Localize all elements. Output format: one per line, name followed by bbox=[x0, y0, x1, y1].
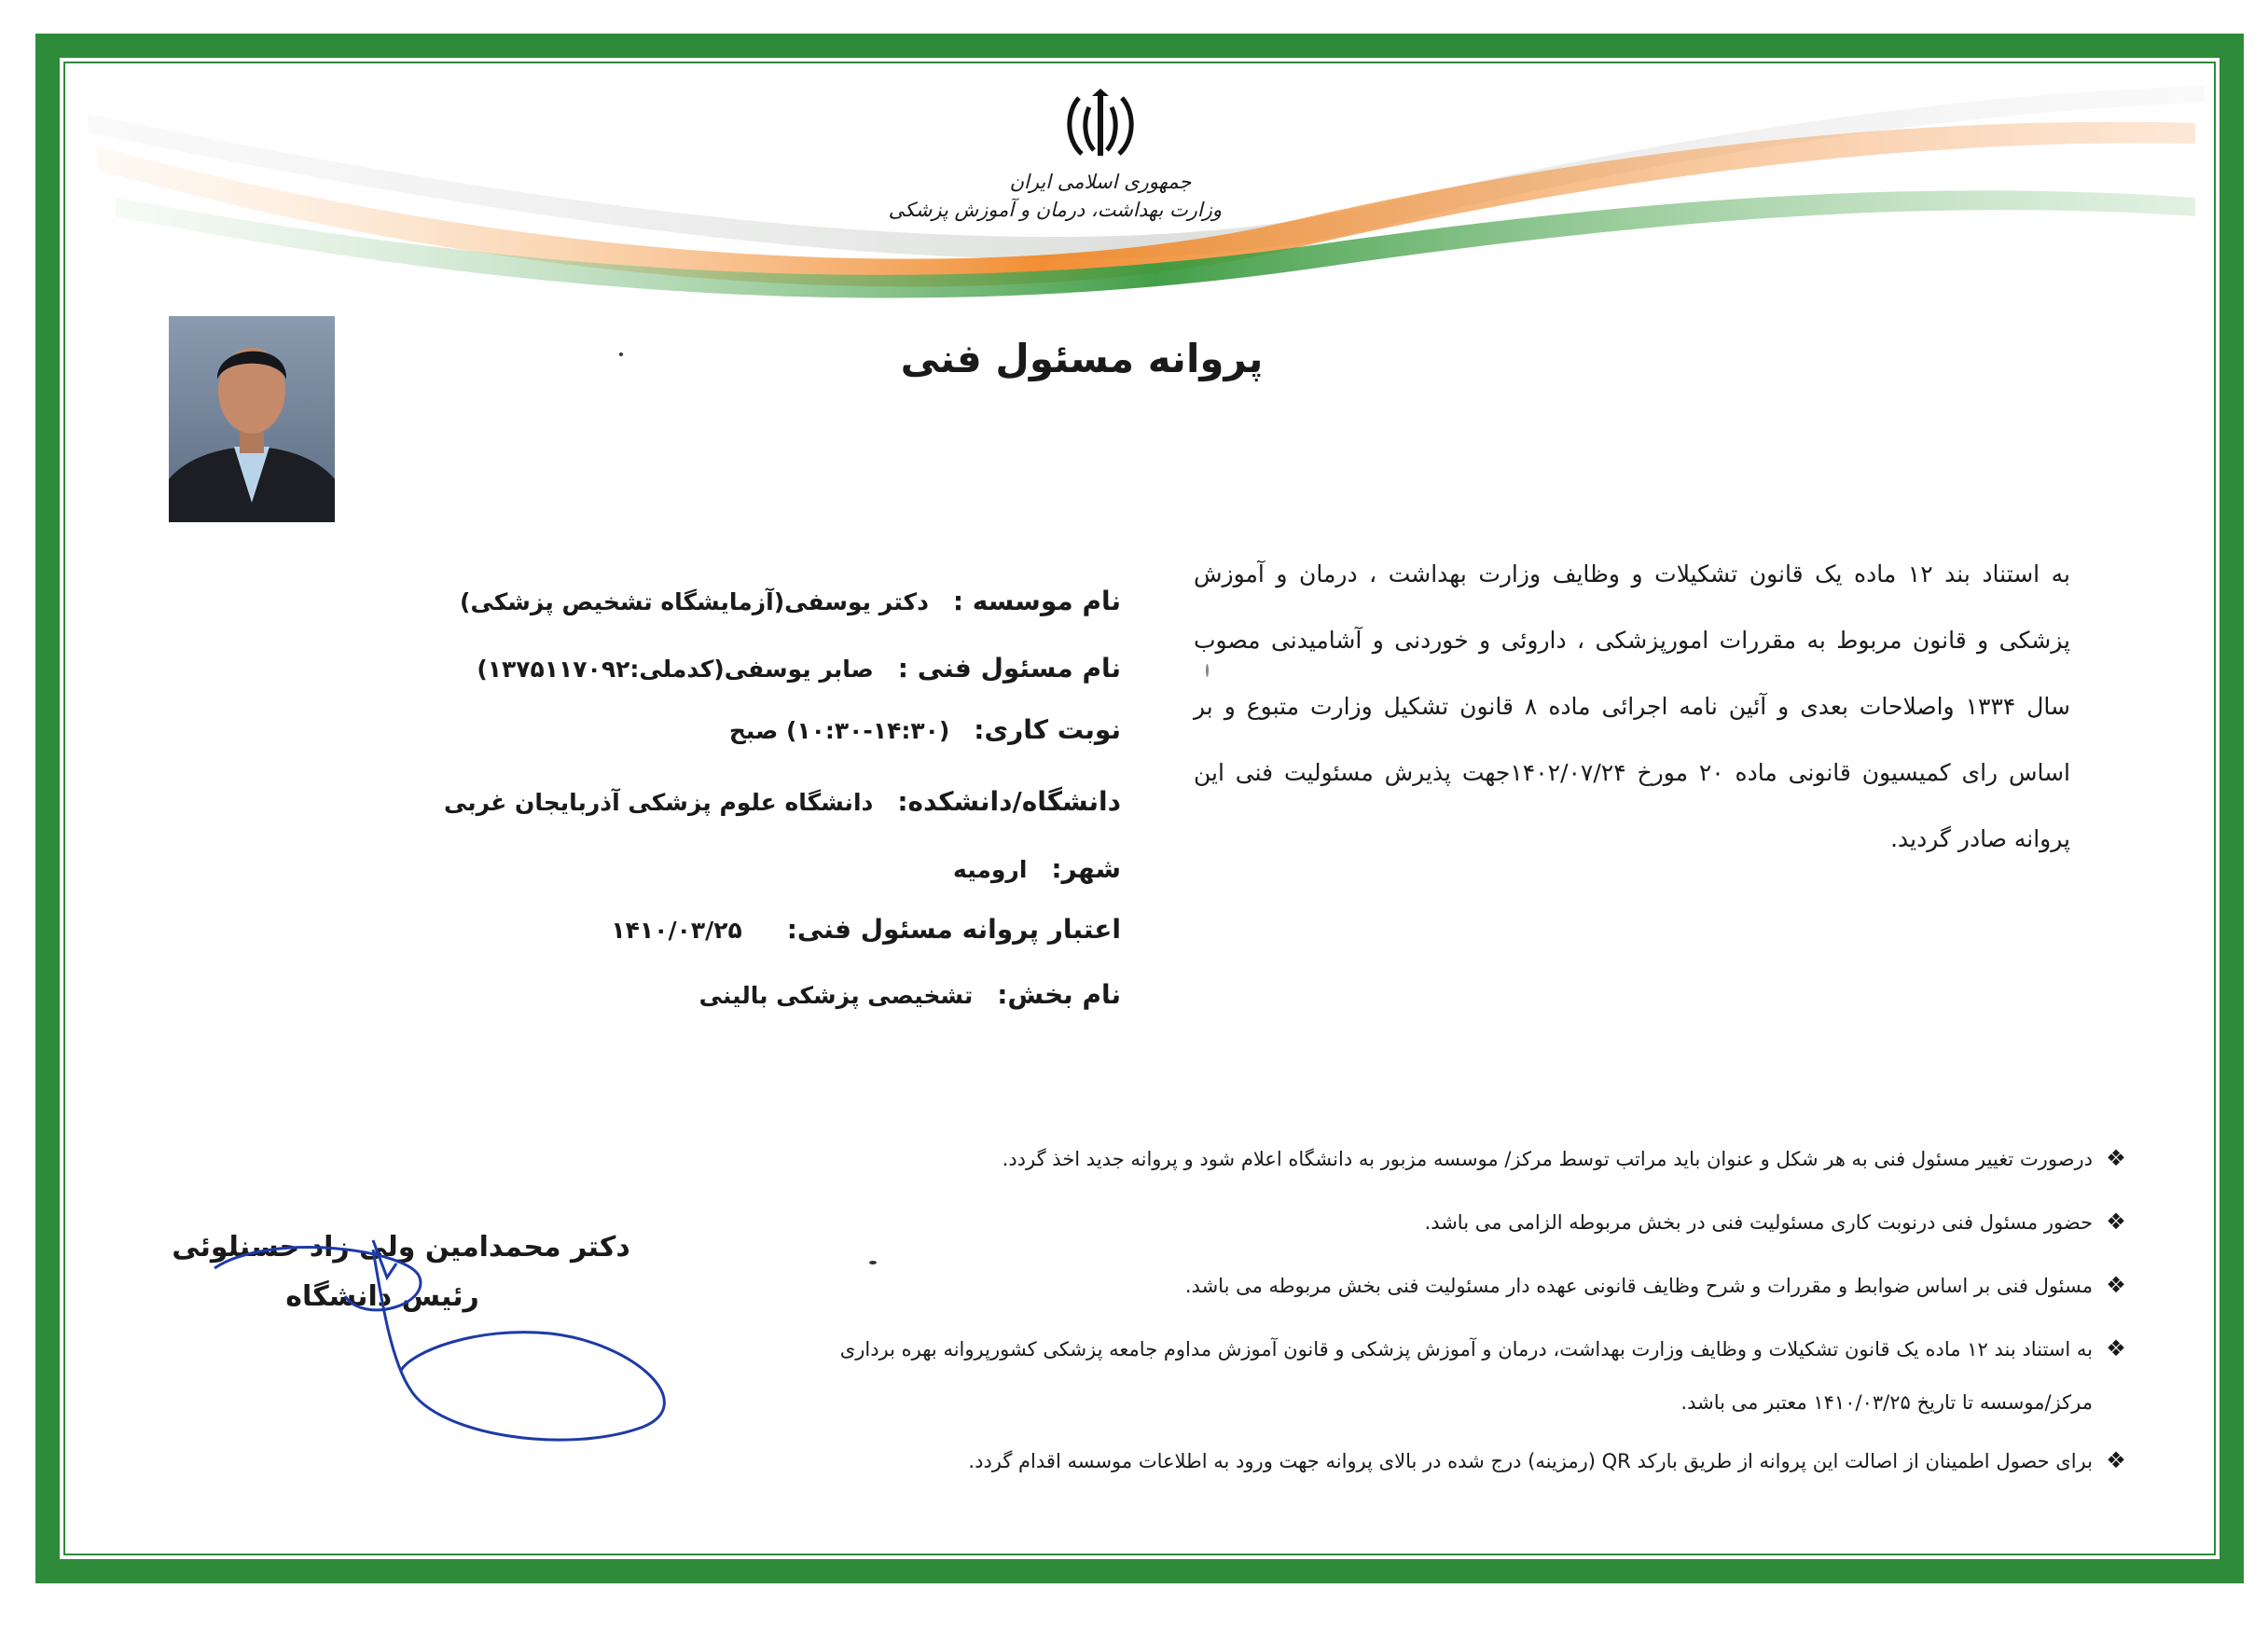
note-item: ❖حضور مسئول فنی درنوبت کاری مسئولیت فنی در بخش مربوطه الزامی می باشد. bbox=[1424, 1209, 2126, 1235]
scan-speck bbox=[619, 352, 623, 356]
portrait-photo bbox=[169, 316, 335, 522]
field-city bbox=[953, 853, 1121, 884]
note-item: ❖به استناد بند ۱۲ ماده یک قانون تشکیلات و وظایف وزارت بهداشت، درمان و آموزش پزشکی و قانون آموزش مداوم جامعه پزشکی کشورپروانه بهره برداری bbox=[839, 1335, 2126, 1361]
field-label: اعتبار پروانه مسئول فنی: bbox=[786, 914, 1121, 945]
field-value: تشخیصی پزشکی بالینی bbox=[698, 982, 974, 1009]
handwritten-signature bbox=[196, 1212, 681, 1473]
iran-emblem-icon bbox=[979, 89, 1222, 163]
note-item: ❖برای حصول اطمینان از اصالت این پروانه از طریق بارکد QR (رمزینه) درج شده در بالای پروانه جهت ورود به اطلاعات موسسه اقدام گردد. bbox=[968, 1447, 2126, 1473]
diamond-bullet-icon: ❖ bbox=[2106, 1447, 2126, 1473]
diamond-bullet-icon: ❖ bbox=[2106, 1145, 2126, 1171]
field-technical-manager bbox=[477, 653, 1121, 684]
diamond-bullet-icon: ❖ bbox=[2106, 1272, 2126, 1298]
scan-speck bbox=[1206, 664, 1209, 677]
field-value: ارومیه bbox=[953, 856, 1028, 883]
signer-name: دکتر محمدامین ولی زاد حسنلوئی bbox=[172, 1231, 630, 1264]
note-item: ❖درصورت تغییر مسئول فنی به هر شکل و عنوان باید مراتب توسط مرکز/ موسسه مزبور به دانشگاه اعلام شود و پروانه جدید اخذ گردد. bbox=[1002, 1145, 2126, 1171]
field-department bbox=[699, 979, 1121, 1010]
field-label: نوبت کاری: bbox=[974, 714, 1121, 745]
page-title: پروانه مسئول فنی bbox=[900, 336, 1264, 381]
field-label: نام بخش: bbox=[997, 979, 1121, 1010]
scan-speck bbox=[869, 1261, 877, 1264]
note-item-continuation: مرکز/موسسه تا تاریخ ۱۴۱۰/۰۳/۲۵ معتبر می باشد. bbox=[1680, 1391, 2093, 1414]
field-license-validity bbox=[611, 914, 1121, 945]
field-value: دکتر یوسفی(آزمایشگاه تشخیص پزشکی) bbox=[460, 588, 929, 615]
field-value: (۱۴:۳۰-۱۰:۳۰) صبح bbox=[728, 717, 950, 744]
preamble-paragraph: به استناد بند ۱۲ ماده یک قانون تشکیلات و وظایف وزارت بهداشت ، درمان و آموزش پزشکی و قانون مربوط به مقررات امورپزشکی ، داروئی و خوردنی و آشامیدنی مصوب سال ۱۳۳۴ واصلاحات بعدی و آئین نامه اجرائی ماده ۸ قانون تشکیل وزارت متبوع و بر اساس رای کمیسیون قانونی ماده ۲۰ مورخ ۱۴۰۲/۰۷/۲۴جهت پذیرش مسئولیت فنی این پروانه صادر گردید. bbox=[1194, 560, 2070, 852]
diamond-bullet-icon: ❖ bbox=[2106, 1209, 2126, 1235]
field-label: دانشگاه/دانشکده: bbox=[897, 786, 1121, 817]
field-label: نام مسئول فنی : bbox=[897, 653, 1121, 684]
field-work-shift bbox=[729, 714, 1121, 745]
field-value: صابر یوسفی(کدملی:۱۳۷۵۱۱۷۰۹۲) bbox=[477, 656, 874, 683]
field-label: شهر: bbox=[1051, 853, 1121, 884]
diamond-bullet-icon: ❖ bbox=[2106, 1335, 2126, 1361]
ministry-name: وزارت بهداشت، درمان و آموزش پزشکی bbox=[888, 199, 1222, 221]
signer-title: رئیس دانشگاه bbox=[285, 1280, 479, 1313]
field-university bbox=[444, 786, 1121, 817]
field-value: دانشگاه علوم پزشکی آذربایجان غربی bbox=[443, 789, 874, 816]
note-item: ❖مسئول فنی بر اساس ضوابط و مقررات و شرح وظایف قانونی عهده دار مسئولیت فنی بخش مربوطه می باشد. bbox=[1184, 1272, 2126, 1298]
country-name: جمهوری اسلامی ایران bbox=[1009, 171, 1192, 193]
field-label: نام موسسه : bbox=[952, 586, 1121, 616]
field-value: ۱۴۱۰/۰۳/۲۵ bbox=[611, 917, 742, 944]
field-institution bbox=[460, 586, 1121, 616]
header-emblem-block bbox=[888, 89, 1222, 221]
